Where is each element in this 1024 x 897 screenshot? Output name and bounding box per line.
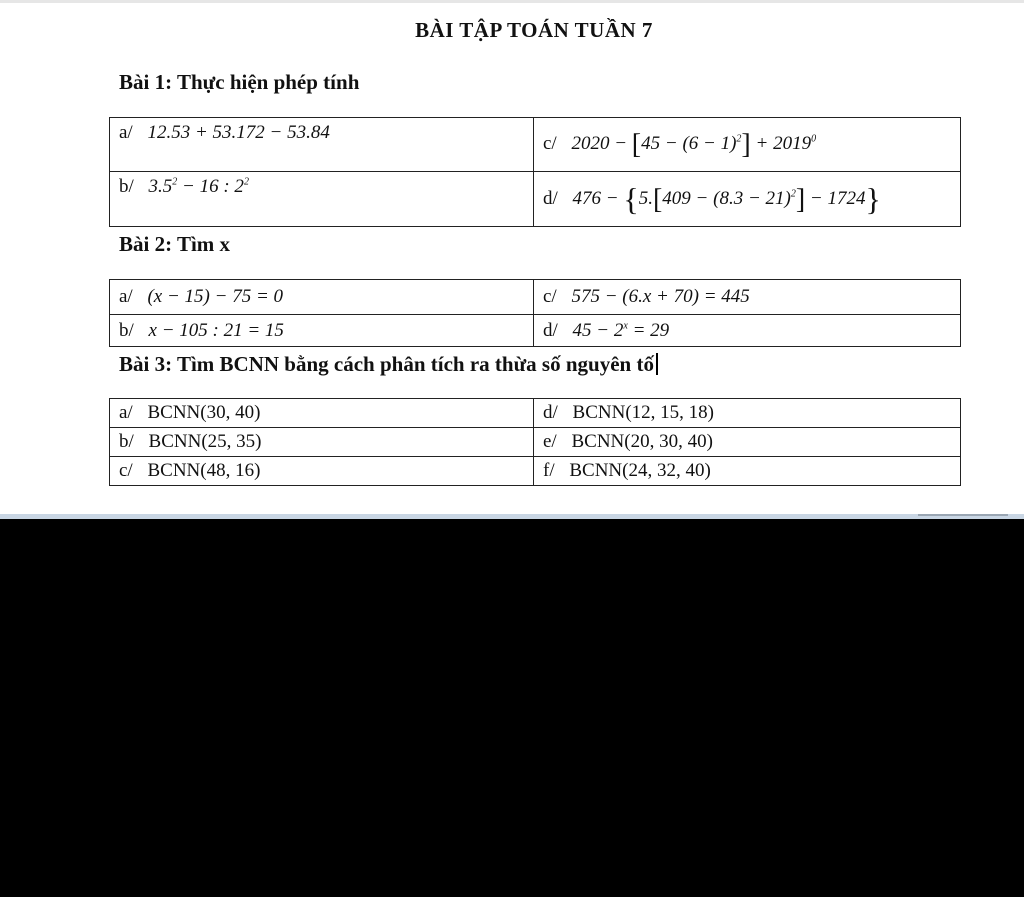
page-title: BÀI TẬP TOÁN TUẦN 7: [415, 18, 653, 42]
table-row: [110, 118, 961, 172]
math-expression: BCNN(24, 32, 40): [569, 460, 711, 481]
window-bottom-strip: [0, 514, 1024, 519]
cell-label: b/: [119, 176, 134, 197]
math-expression: x − 105 : 21 = 15: [148, 319, 284, 341]
section2-heading: Bài 2: Tìm x: [119, 232, 231, 256]
section3-table: [109, 398, 961, 486]
table-row: [110, 315, 961, 347]
cell-1a: [110, 118, 534, 172]
cell-label: b/: [119, 319, 134, 341]
cell-3e: [534, 428, 961, 457]
cell-label: c/: [543, 286, 557, 307]
cell-3b: [110, 428, 534, 457]
table-row: [110, 280, 961, 315]
math-expression: BCNN(48, 16): [147, 460, 261, 481]
table-row: [110, 399, 961, 428]
cell-3d: [534, 399, 961, 428]
cell-label: d/: [543, 319, 558, 341]
section1-heading: Bài 1: Thực hiện phép tính: [119, 70, 360, 94]
cell-2a: [110, 280, 534, 315]
cell-label: b/: [119, 431, 134, 452]
cell-label: d/: [543, 187, 558, 209]
cell-3c: [110, 457, 534, 486]
cell-label: c/: [119, 460, 133, 481]
section1-table: [109, 117, 961, 227]
table-row: [110, 457, 961, 486]
cell-3a: [110, 399, 534, 428]
cell-label: c/: [543, 132, 557, 154]
section3-heading[interactable]: [119, 352, 658, 377]
cell-label: a/: [119, 122, 133, 143]
cell-2c: [534, 280, 961, 315]
cell-label: e/: [543, 431, 557, 452]
math-expression: (x − 15) − 75 = 0: [147, 286, 284, 307]
math-expression: BCNN(20, 30, 40): [571, 431, 713, 452]
cell-label: a/: [119, 286, 133, 307]
cell-3f: [534, 457, 961, 486]
section2-table: [109, 279, 961, 347]
math-expression: $476 - \{5.[409 - (8.3 - 21)^2] - 1724\}$: [572, 180, 881, 217]
math-expression: 575 − (6.x + 70) = 445: [571, 286, 750, 307]
cell-1d: [534, 172, 961, 227]
cell-2b: [110, 315, 534, 347]
cell-label: d/: [543, 402, 558, 423]
table-row: [110, 428, 961, 457]
window-top-strip: [0, 0, 1024, 3]
cell-label: f/: [543, 460, 555, 481]
text-cursor: [656, 353, 658, 375]
math-expression: $3.5^2 - 16$ : $2^2$: [148, 176, 249, 197]
cell-1b: [110, 172, 534, 227]
math-expression: $45 - 2^x = 29$: [572, 319, 670, 341]
cell-2d: [534, 315, 961, 347]
math-expression: BCNN(12, 15, 18): [572, 402, 714, 423]
cell-1c: [534, 118, 961, 172]
section3-heading-text: Bài 3: Tìm BCNN bằng cách phân tích ra thừa số nguyên tố: [119, 352, 654, 376]
math-expression: 12.53 + 53.172 − 53.84: [147, 122, 330, 143]
math-expression: BCNN(25, 35): [148, 431, 262, 452]
table-row: [110, 172, 961, 227]
cell-label: a/: [119, 402, 133, 423]
math-expression: $2020 - [45 - (6 - 1)^2] + 2019^0$: [571, 128, 817, 160]
math-expression: BCNN(30, 40): [147, 402, 261, 423]
